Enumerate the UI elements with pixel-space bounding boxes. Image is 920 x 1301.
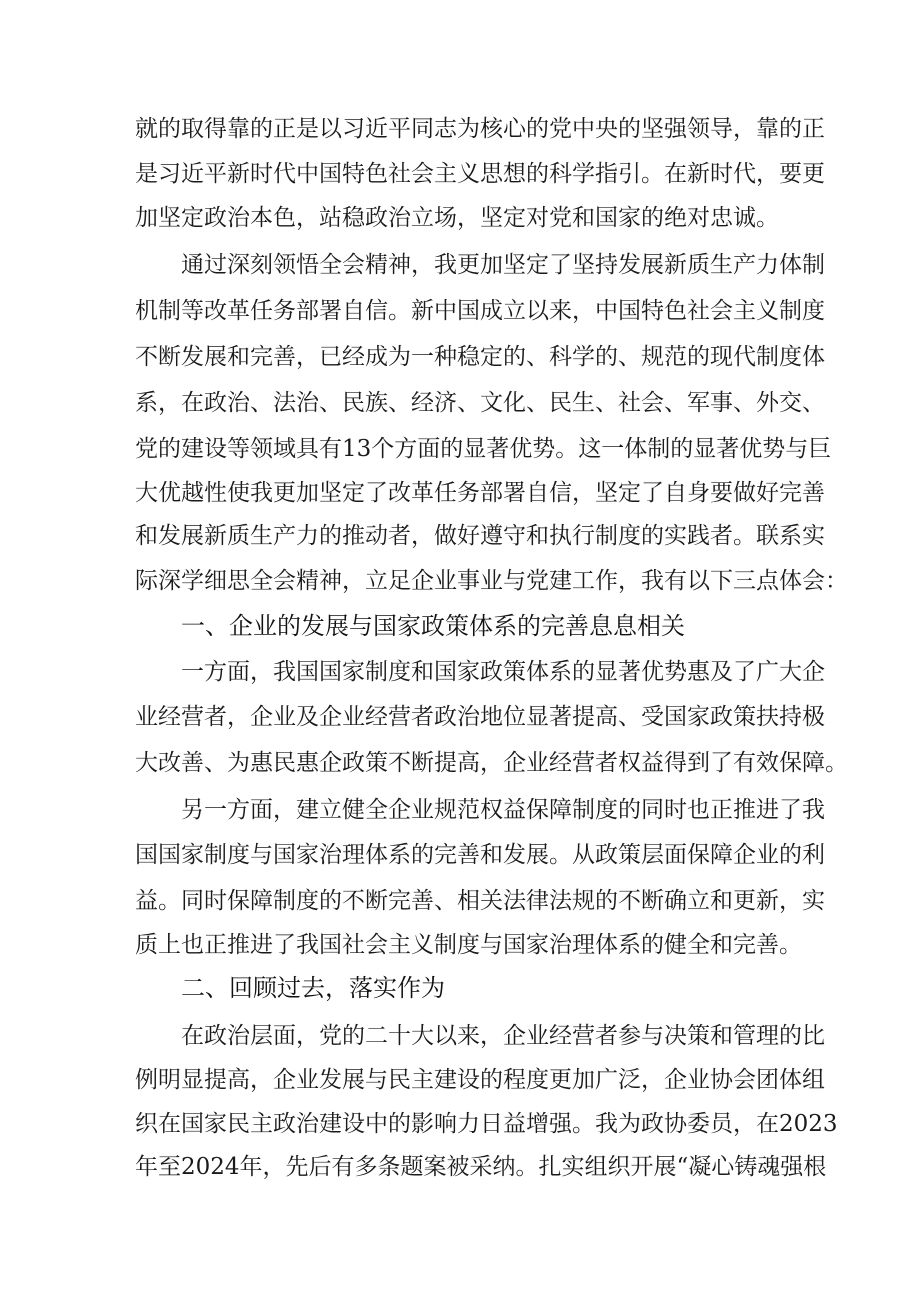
paragraph-line: 益。同时保障制度的不断完善、相关法律法规的不断确立和更新，实 xyxy=(135,888,825,914)
paragraph-line: 一方面，我国国家制度和国家政策体系的显著优势惠及了广大企 xyxy=(181,659,825,685)
paragraph-line: 党的建设等领域具有13个方面的显著优势。这一体制的显著优势与巨 xyxy=(135,436,832,462)
section-heading-2: 二、回顾过去，落实作为 xyxy=(181,974,445,1002)
paragraph-line: 机制等改革任务部署自信。新中国成立以来，中国特色社会主义制度 xyxy=(135,298,825,324)
paragraph-line: 大改善、为惠民惠企政策不断提高，企业经营者权益得到了有效保障。 xyxy=(135,750,848,776)
paragraph-line: 通过深刻领悟全会精神，我更加坚定了坚持发展新质生产力体制 xyxy=(181,252,825,278)
paragraph-line: 年至2024年，先后有多条题案被采纳。扎实组织开展“凝心铸魂强根 xyxy=(135,1154,827,1180)
paragraph-line: 织在国家民主政治建设中的影响力日益增强。我为政协委员，在2023 xyxy=(135,1111,838,1137)
paragraph-line: 另一方面，建立健全企业规范权益保障制度的同时也正推进了我 xyxy=(181,797,825,823)
paragraph-line: 不断发展和完善，已经成为一种稳定的、科学的、规范的现代制度体 xyxy=(135,344,825,370)
paragraph-line: 国国家制度与国家治理体系的完善和发展。从政策层面保障企业的利 xyxy=(135,842,825,868)
paragraph-line: 是习近平新时代中国特色社会主义思想的科学指引。在新时代，要更 xyxy=(135,161,825,187)
section-heading-1: 一、企业的发展与国家政策体系的完善息息相关 xyxy=(181,612,685,640)
paragraph-line: 加坚定政治本色，站稳政治立场，坚定对党和国家的绝对忠诚。 xyxy=(135,205,779,231)
paragraph-line: 和发展新质生产力的推动者，做好遵守和执行制度的实践者。联系实 xyxy=(135,523,825,549)
paragraph-line: 大优越性使我更加坚定了改革任务部署自信，坚定了自身要做好完善 xyxy=(135,480,825,506)
paragraph-line: 系，在政治、法治、民族、经济、文化、民生、社会、军事、外交、 xyxy=(135,390,825,416)
paragraph-line: 业经营者，企业及企业经营者政治地位显著提高、受国家政策扶持极 xyxy=(135,704,825,730)
paragraph-line: 例明显提高，企业发展与民主建设的程度更加广泛，企业协会团体组 xyxy=(135,1067,825,1093)
paragraph-line: 际深学细思全会精神，立足企业事业与党建工作，我有以下三点体会： xyxy=(135,568,848,594)
paragraph-line: 在政治层面，党的二十大以来，企业经营者参与决策和管理的比 xyxy=(181,1023,825,1049)
paragraph-line: 就的取得靠的正是以习近平同志为核心的党中央的坚强领导，靠的正 xyxy=(135,116,825,142)
paragraph-line: 质上也正推进了我国社会主义制度与国家治理体系的健全和完善。 xyxy=(135,932,802,958)
